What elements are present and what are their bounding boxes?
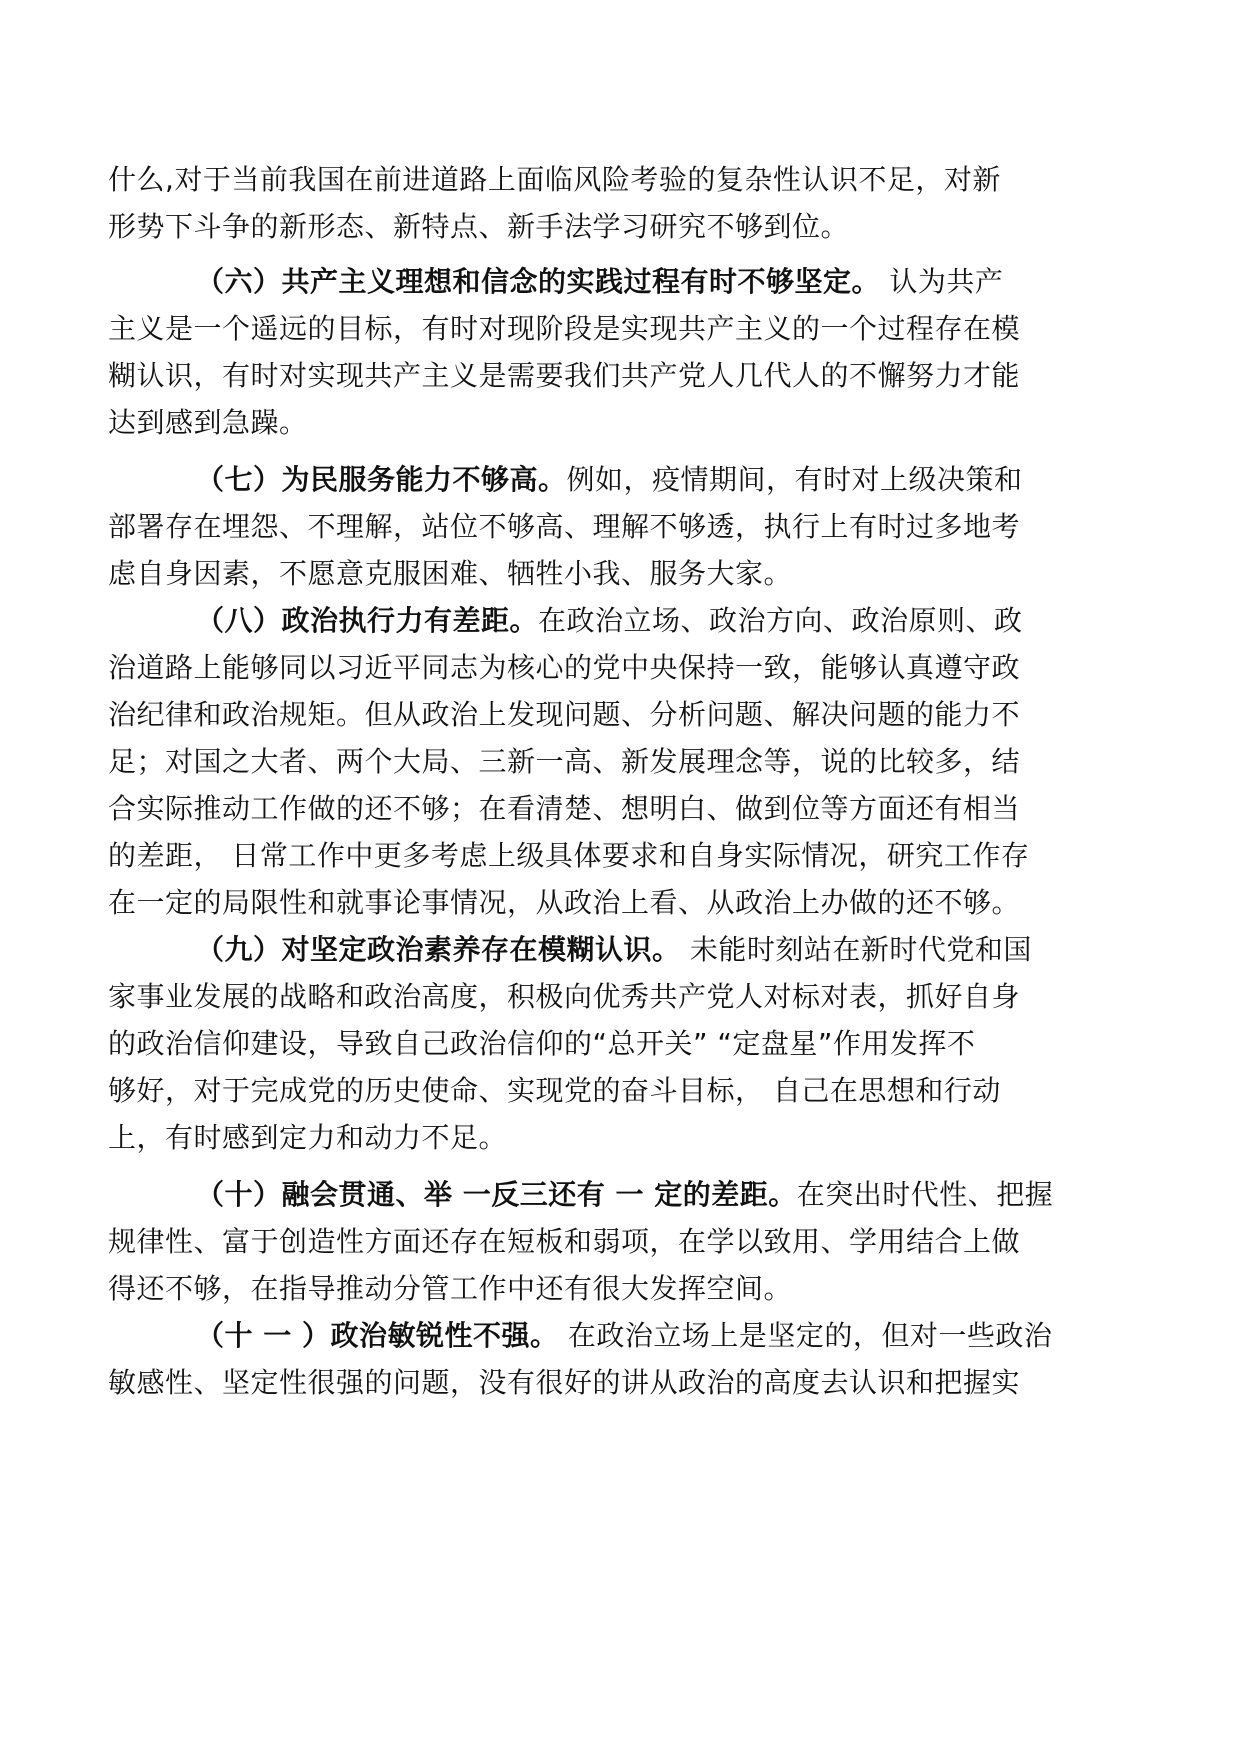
body-text-line bbox=[108, 1067, 1128, 1114]
paragraph-text: 部署存在埋怨、不理解，站位不够高、理解不够透，执行上有时过多地考 bbox=[108, 510, 1021, 543]
document-body bbox=[108, 156, 1128, 1406]
paragraph-text: 认为共产 bbox=[880, 265, 1004, 298]
body-text-line bbox=[108, 1020, 1128, 1067]
body-text-line bbox=[108, 832, 1128, 879]
section-heading-line bbox=[108, 258, 1128, 305]
body-text-line bbox=[108, 973, 1128, 1020]
paragraph-text: 未能时刻站在新时代党和国 bbox=[680, 933, 1032, 966]
paragraph-text: 在突出时代性、把握 bbox=[796, 1178, 1054, 1211]
paragraph-text: 敏感性、坚定性很强的问题，没有很好的讲从政治的高度去认识和把握实 bbox=[108, 1366, 1021, 1399]
paragraph-text: 合实际推动工作做的还不够；在看清楚、想明白、做到位等方面还有相当 bbox=[108, 792, 1021, 825]
paragraph-text: 的政治信仰建设，导致自己政治信仰的“总开关” “定盘星”作用发挥不 bbox=[108, 1027, 976, 1060]
section-heading-line bbox=[108, 1312, 1128, 1359]
body-text-line bbox=[108, 352, 1128, 399]
paragraph-text: 得还不够，在指导推动分管工作中还有很大发挥空间。 bbox=[108, 1272, 793, 1305]
body-text-line bbox=[108, 879, 1128, 926]
paragraph-text: 在一定的局限性和就事论事情况，从政治上看、从政治上办做的还不够。 bbox=[108, 886, 1021, 919]
section-heading: （十）融会贯通、举 一反三还有 一 定的差距。 bbox=[196, 1178, 797, 1211]
body-text-line bbox=[108, 305, 1128, 352]
paragraph-text: 治道路上能够同以习近平同志为核心的党中央保持一致，能够认真遵守政 bbox=[108, 651, 1021, 684]
section-heading-line bbox=[108, 597, 1128, 644]
body-text-line bbox=[108, 399, 1128, 446]
body-text-line bbox=[108, 1265, 1128, 1312]
section-heading: （七）为民服务能力不够高。 bbox=[196, 463, 567, 496]
paragraph-text: 达到感到急躁。 bbox=[108, 406, 308, 439]
section-heading: （八）政治执行力有差距。 bbox=[196, 604, 539, 637]
body-text-line bbox=[108, 644, 1128, 691]
body-text-line bbox=[108, 550, 1128, 597]
body-text-line bbox=[108, 1359, 1128, 1406]
paragraph-text: 例如，疫情期间，有时对上级决策和 bbox=[566, 463, 1023, 496]
paragraph-text: 虑自身因素，不愿意克服困难、牺牲小我、服务大家。 bbox=[108, 557, 793, 590]
section-heading-line bbox=[108, 456, 1128, 503]
section-heading: （六）共产主义理想和信念的实践过程有时不够坚定。 bbox=[196, 265, 881, 298]
section-heading: （十 一 ）政治敏锐性不强。 bbox=[196, 1319, 559, 1352]
paragraph-text: 主义是一个遥远的目标，有时对现阶段是实现共产主义的一个过程存在模 bbox=[108, 312, 1021, 345]
paragraph-text: 治纪律和政治规矩。但从政治上发现问题、分析问题、解决问题的能力不 bbox=[108, 698, 1021, 731]
body-text-line bbox=[108, 738, 1128, 785]
body-text-line bbox=[108, 785, 1128, 832]
paragraph-text: 够好，对于完成党的历史使命、实现党的奋斗目标， 自己在思想和行动 bbox=[108, 1074, 1001, 1107]
body-text-line bbox=[108, 203, 1128, 250]
body-text-line bbox=[108, 1218, 1128, 1265]
paragraph-text: 上，有时感到定力和动力不足。 bbox=[108, 1121, 508, 1154]
section-heading-line bbox=[108, 926, 1128, 973]
paragraph-text: 在政治立场上是坚定的，但对一些政治 bbox=[558, 1319, 1053, 1352]
body-text-line bbox=[108, 503, 1128, 550]
paragraph-text: 的差距， 日常工作中更多考虑上级具体要求和自身实际情况，研究工作存 bbox=[108, 839, 1030, 872]
body-text-line bbox=[108, 156, 1128, 203]
paragraph-text: 足；对国之大者、两个大局、三新一高、新发展理念等，说的比较多，结 bbox=[108, 745, 1021, 778]
section-heading: （九）对坚定政治素养存在模糊认识。 bbox=[196, 933, 681, 966]
paragraph-text: 糊认识，有时对实现共产主义是需要我们共产党人几代人的不懈努力才能 bbox=[108, 359, 1021, 392]
section-heading-line bbox=[108, 1171, 1128, 1218]
paragraph-text: 在政治立场、政治方向、政治原则、政 bbox=[538, 604, 1023, 637]
paragraph-text: 家事业发展的战略和政治高度，积极向优秀共产党人对标对表，抓好自身 bbox=[108, 980, 1021, 1013]
paragraph-text: 形势下斗争的新形态、新特点、新手法学习研究不够到位。 bbox=[108, 210, 850, 243]
paragraph-text: 规律性、富于创造性方面还存在短板和弱项，在学以致用、学用结合上做 bbox=[108, 1225, 1021, 1258]
body-text-line bbox=[108, 1114, 1128, 1161]
body-text-line bbox=[108, 691, 1128, 738]
paragraph-text: 什么,对于当前我国在前进道路上面临风险考验的复杂性认识不足，对新 bbox=[108, 163, 1001, 196]
